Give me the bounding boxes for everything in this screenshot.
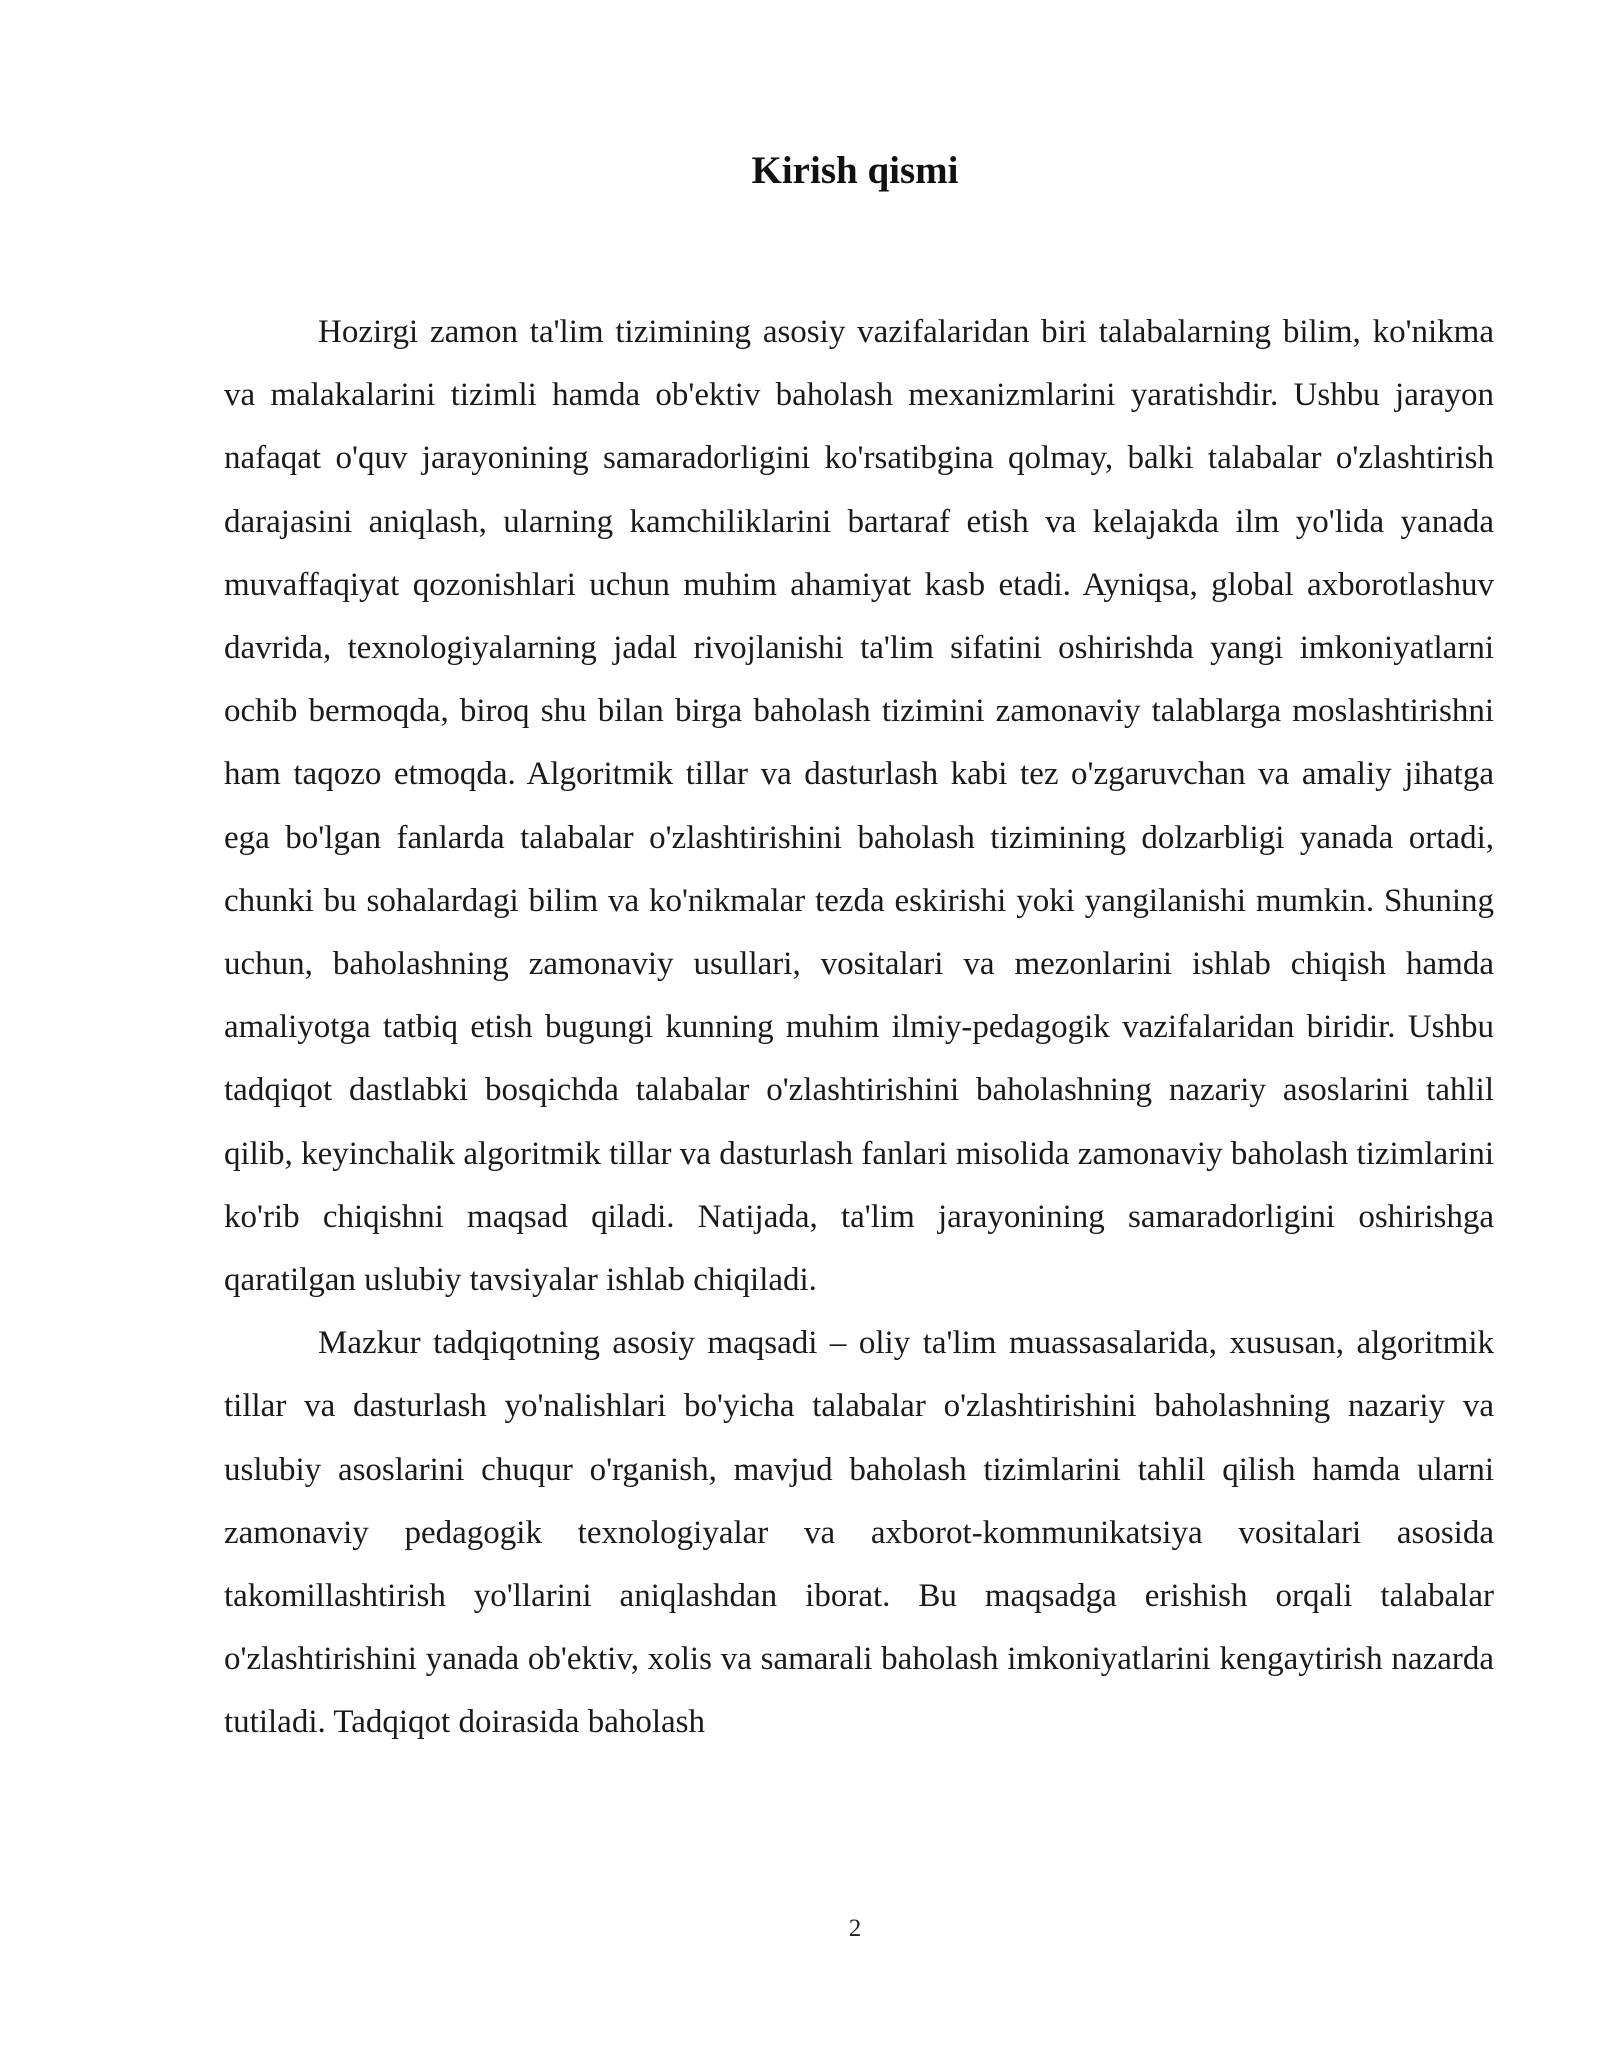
body-text — [224, 301, 1494, 1755]
paragraph-2: Mazkur tadqiqotning asosiy maqsadi – oliy ta'lim muassasalarida, xususan, algoritmik tillar va dasturlash yo'nalishlari bo'yicha talabalar o'zlashtirishini baholashning nazariy va uslubiy asoslarini chuqur o'rganish, mavjud baholash tizimlarini tahlil qilish hamda ularni zamonaviy pedagogik texnologiyalar va axborot-kommunikatsiya vositalari asosida takomillashtirish yo'llarini aniqlashdan iborat. Bu maqsadga erishish orqali talabalar o'zlashtirishini yanada ob'ektiv, xolis va samarali baholash imkoniyatlarini kengaytirish nazarda tutiladi. Tadqiqot doirasida baholash — [224, 1325, 1494, 1741]
paragraph-1: Hozirgi zamon ta'lim tizimining asosiy vazifalaridan biri talabalarning bilim, ko'nikma va malakalarini tizimli hamda ob'ektiv baholash mexanizmlarini yaratishdir. Ushbu jarayon nafaqat o'quv jarayonining samaradorligini ko'rsatibgina qolmay, balki talabalar o'zlashtirish darajasini aniqlash, ularning kamchiliklarini bartaraf etish va kelajakda ilm yo'lida yanada muvaffaqiyat qozonishlari uchun muhim ahamiyat kasb etadi. Ayniqsa, global axborotlashuv davrida, texnologiyalarning jadal rivojlanishi ta'lim sifatini oshirishda yangi imkoniyatlarni ochib bermoqda, biroq shu bilan birga baholash tizimini zamonaviy talablarga moslashtirishni ham taqozo etmoqda. Algoritmik tillar va dasturlash kabi tez o'zgaruvchan va amaliy jihatga ega bo'lgan fanlarda talabalar o'zlashtirishini baholash tizimining dolzarbligi yanada ortadi, chunki bu sohalardagi bilim va ko'nikmalar tezda eskirishi yoki yangilanishi mumkin. Shuning uchun, baholashning zamonaviy usullari, vositalari va mezonlarini ishlab chiqish hamda amaliyotga tatbiq etish bugungi kunning muhim ilmiy-pedagogik vazifalaridan biridir. Ushbu tadqiqot dastlabki bosqichda talabalar o'zlashtirishini baholashning nazariy asoslarini tahlil qilib, keyinchalik algoritmik tillar va dasturlash fanlari misolida zamonaviy baholash tizimlarini ko'rib chiqishni maqsad qiladi. Natijada, ta'lim jarayonining samaradorligini oshirishga qaratilgan uslubiy tavsiyalar ishlab chiqiladi. — [224, 314, 1494, 1299]
page-title: Kirish qismi — [751, 149, 959, 192]
page-number: 2 — [848, 1915, 862, 1942]
